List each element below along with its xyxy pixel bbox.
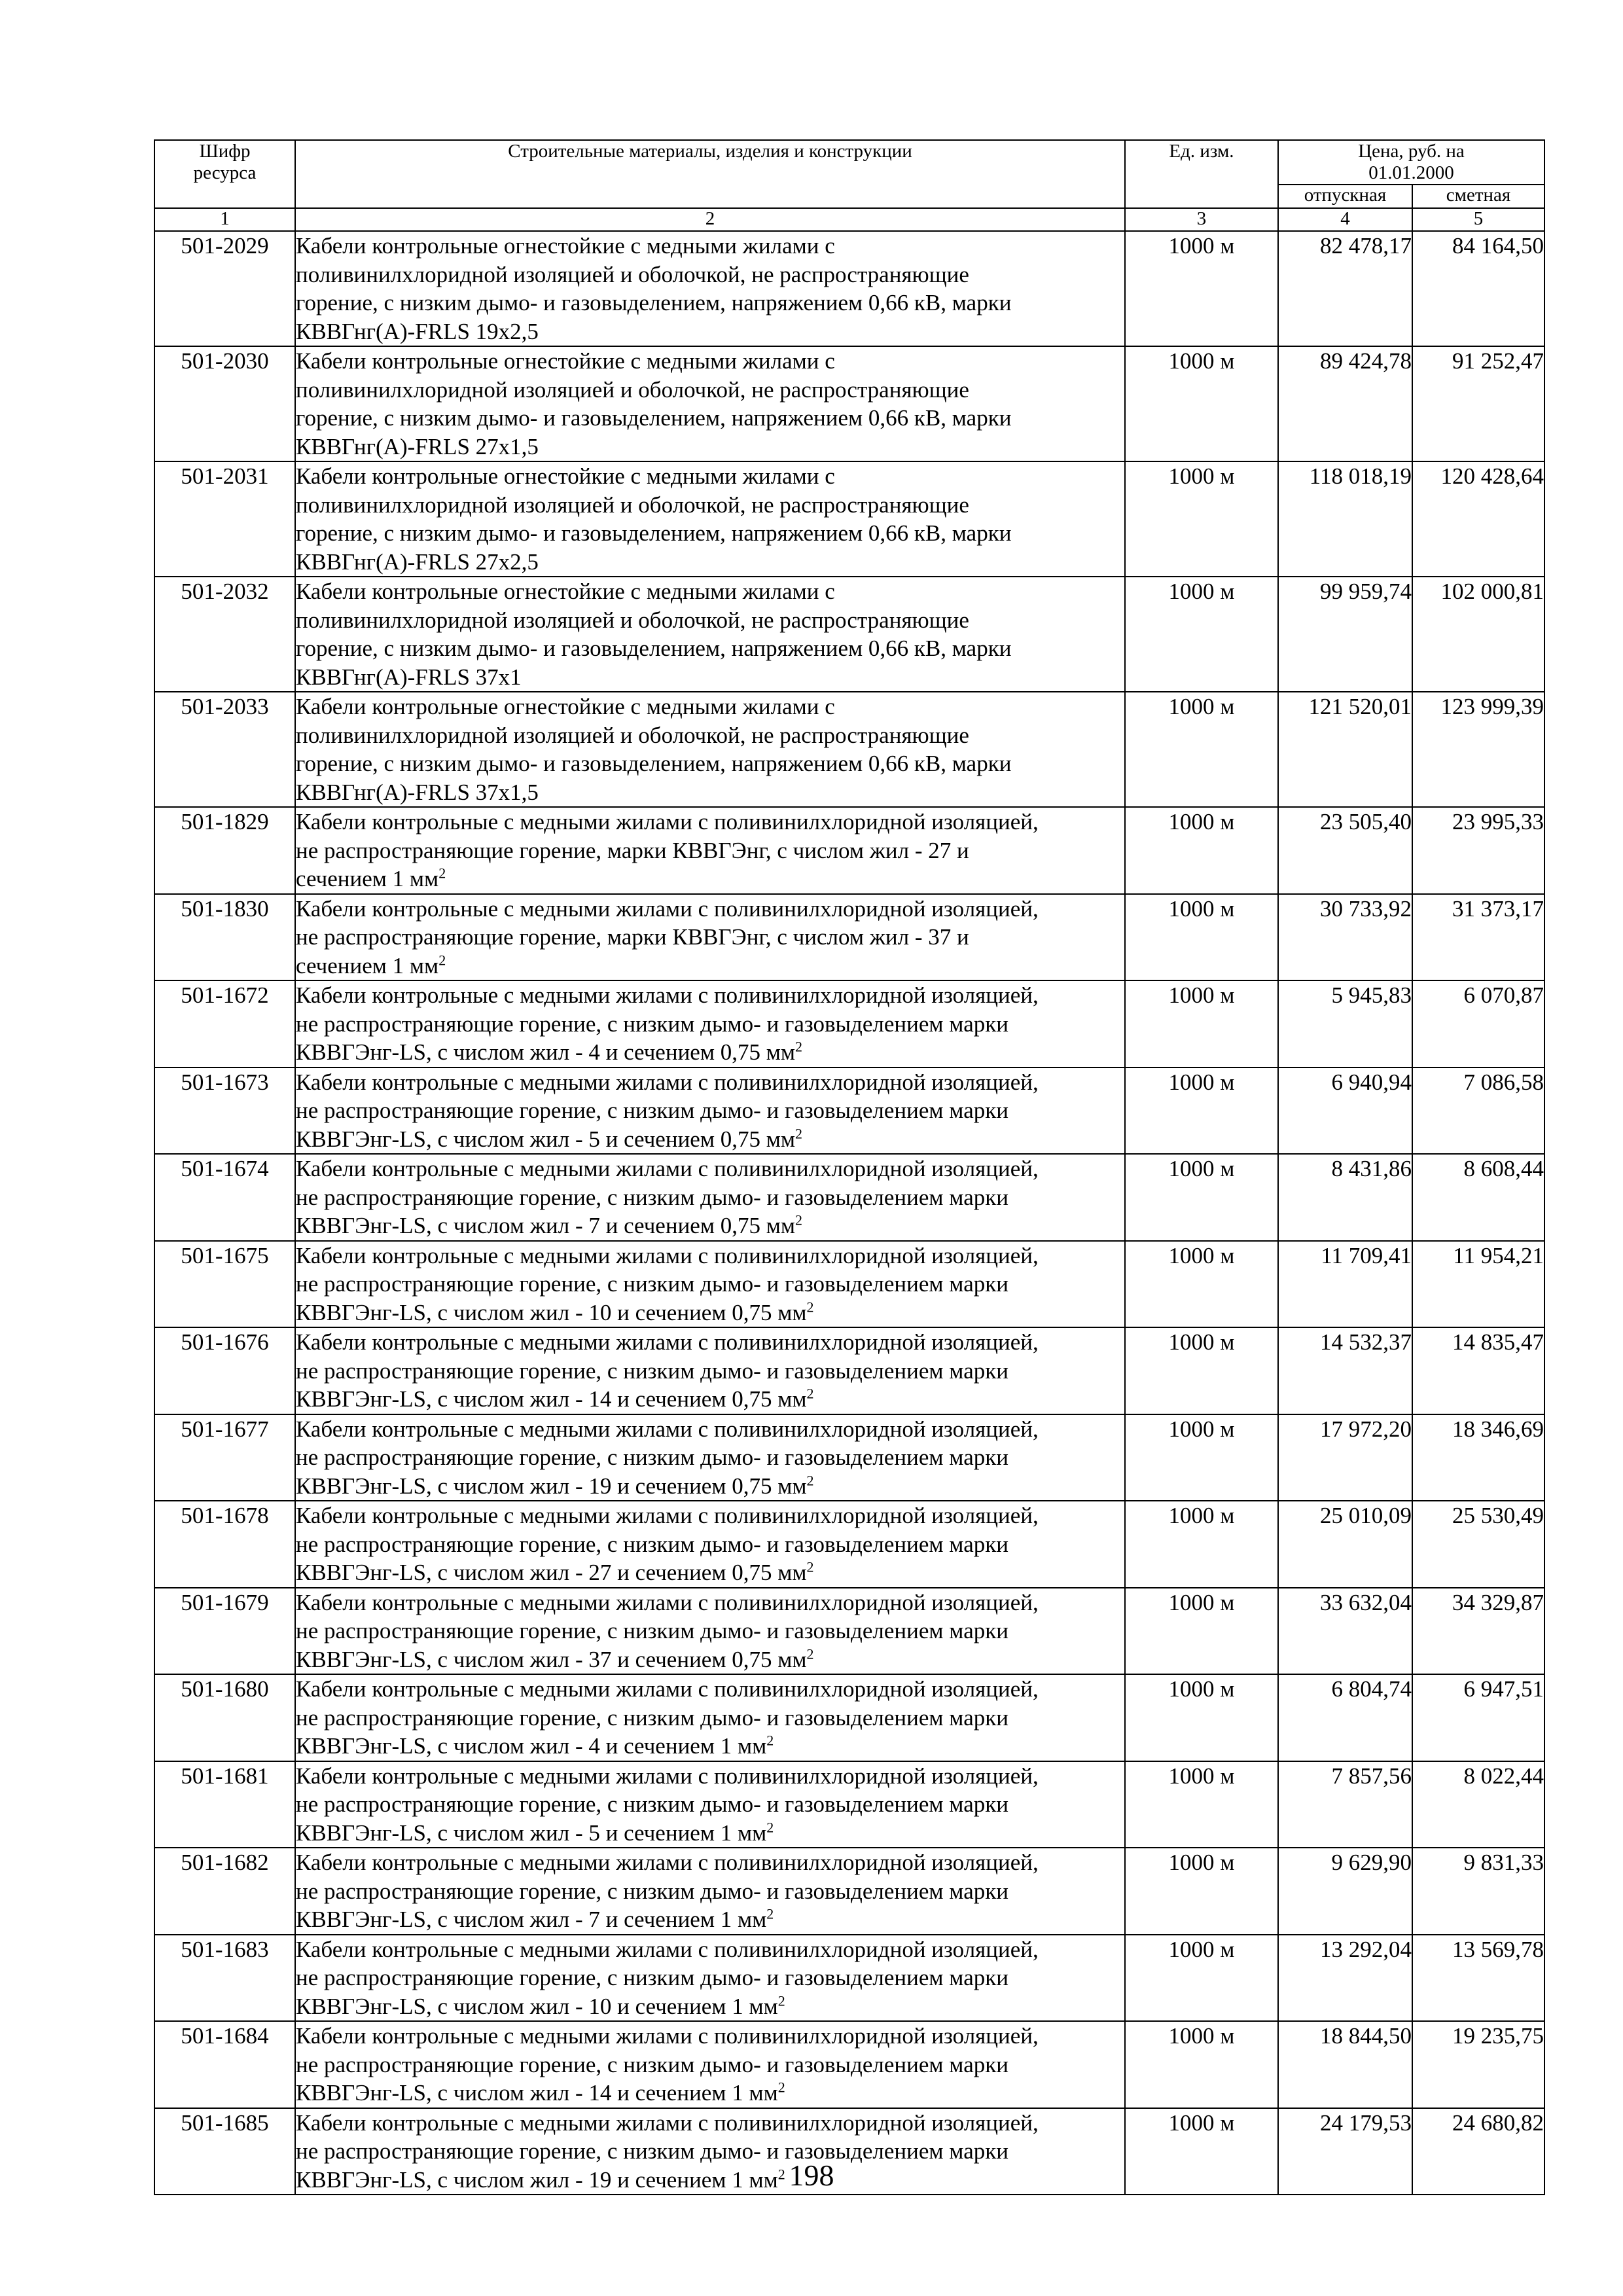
release-price: 118 018,19 [1278,461,1412,577]
description-line: сечением 1 мм [296,866,439,891]
unit-superscript: 2 [438,951,446,968]
table-row [154,980,1544,1067]
estimate-price: 6 070,87 [1412,980,1544,1067]
header-release-price: отпускная [1278,185,1412,208]
description-line: не распространяющие горение, с низким дымо- и газовыделением марки [296,1098,1008,1123]
description-line: КВВГЭнг-LS, с числом жил - 27 и сечением 0,75 мм [296,1560,807,1585]
description-line: КВВГЭнг-LS, с числом жил - 7 и сечением 0,75 мм [296,1213,796,1238]
unit-superscript: 2 [806,1645,814,1662]
material-description [295,1327,1125,1414]
material-description [295,231,1125,346]
description-line: не распространяющие горение, с низким дымо- и газовыделением марки [296,1791,1008,1817]
description-line: горение, с низким дымо- и газовыделением, напряжением 0,66 кВ, марки [296,520,1012,546]
unit-superscript: 2 [766,1905,774,1922]
description-line: поливинилхлоридной изоляцией и оболочкой, не распространяющие [296,722,969,748]
table-row [154,1327,1544,1414]
estimate-price: 9 831,33 [1412,1848,1544,1935]
header-code-line2: ресурса [193,162,257,183]
resource-code: 501-1683 [154,1935,295,2022]
resource-code: 501-1830 [154,894,295,981]
column-number-3: 3 [1125,208,1278,231]
header-price: Цена, руб. на 01.01.2000 [1278,140,1544,185]
description-line: Кабели контрольные огнестойкие с медными жилами с [296,579,835,604]
unit-of-measure: 1000 м [1125,1761,1278,1848]
column-number-4: 4 [1278,208,1412,231]
resource-code: 501-2029 [154,231,295,346]
estimate-price: 8 608,44 [1412,1154,1544,1241]
unit-of-measure: 1000 м [1125,1414,1278,1501]
unit-superscript: 2 [777,2079,785,2096]
resource-code: 501-1673 [154,1067,295,1155]
description-line: Кабели контрольные огнестойкие с медными жилами с [296,463,835,489]
description-line: Кабели контрольные с медными жилами с поливинилхлоридной изоляцией, [296,1589,1039,1615]
description-line: Кабели контрольные с медными жилами с поливинилхлоридной изоляцией, [296,1069,1039,1095]
release-price: 24 179,53 [1278,2108,1412,2195]
estimate-price: 11 954,21 [1412,1241,1544,1328]
description-line: Кабели контрольные с медными жилами с поливинилхлоридной изоляцией, [296,1503,1039,1528]
unit-of-measure: 1000 м [1125,1241,1278,1328]
resource-code: 501-1681 [154,1761,295,1848]
description-line: Кабели контрольные с медными жилами с поливинилхлоридной изоляцией, [296,2109,1039,2136]
release-price: 5 945,83 [1278,980,1412,1067]
header-unit: Ед. изм. [1125,140,1278,208]
description-line: КВВГнг(А)-FRLS 19х2,5 [296,318,539,344]
table-body [154,231,1544,2195]
resource-code: 501-1685 [154,2108,295,2195]
release-price: 82 478,17 [1278,231,1412,346]
description-line: поливинилхлоридной изоляцией и оболочкой, не распространяющие [296,261,969,287]
resource-code: 501-1675 [154,1241,295,1328]
release-price: 14 532,37 [1278,1327,1412,1414]
material-description [295,1501,1125,1588]
table-row [154,2021,1544,2108]
release-price: 30 733,92 [1278,894,1412,981]
header-code-line1: Шифр [199,141,251,162]
estimate-price: 91 252,47 [1412,346,1544,461]
description-line: не распространяющие горение, с низким дымо- и газовыделением марки [296,1011,1008,1037]
material-description [295,1674,1125,1761]
resource-code: 501-1676 [154,1327,295,1414]
description-line: КВВГЭнг-LS, с числом жил - 5 и сечением 1 мм [296,1820,767,1846]
unit-superscript: 2 [806,1298,814,1315]
column-number-1: 1 [154,208,295,231]
description-line: КВВГнг(А)-FRLS 37х1,5 [296,779,539,805]
unit-superscript: 2 [766,1818,774,1835]
resource-code: 501-1674 [154,1154,295,1241]
release-price: 25 010,09 [1278,1501,1412,1588]
unit-superscript: 2 [795,1211,803,1229]
material-description [295,1848,1125,1935]
unit-superscript: 2 [438,865,446,882]
description-line: не распространяющие горение, с низким дымо- и газовыделением марки [296,1878,1008,1904]
material-description [295,980,1125,1067]
description-line: Кабели контрольные с медными жилами с поливинилхлоридной изоляцией, [296,1156,1039,1181]
description-line: поливинилхлоридной изоляцией и оболочкой, не распространяющие [296,492,969,518]
table-row [154,231,1544,346]
description-line: не распространяющие горение, марки КВВГЭнг, с числом жил - 37 и [296,924,969,950]
description-line: КВВГЭнг-LS, с числом жил - 19 и сечением 1 мм [296,2166,778,2193]
description-line: не распространяющие горение, с низким дымо- и газовыделением марки [296,1965,1008,1990]
material-description [295,1067,1125,1155]
table-row [154,1761,1544,1848]
description-line: КВВГнг(А)-FRLS 27х2,5 [296,548,539,575]
estimate-price: 18 346,69 [1412,1414,1544,1501]
table-row [154,1241,1544,1328]
unit-of-measure: 1000 м [1125,1674,1278,1761]
description-line: горение, с низким дымо- и газовыделением, напряжением 0,66 кВ, марки [296,405,1012,431]
description-line: Кабели контрольные с медными жилами с поливинилхлоридной изоляцией, [296,2023,1039,2049]
description-line: Кабели контрольные огнестойкие с медными жилами с [296,694,835,719]
header-materials: Строительные материалы, изделия и конструкции [295,140,1125,208]
description-line: поливинилхлоридной изоляцией и оболочкой, не распространяющие [296,376,969,403]
unit-of-measure: 1000 м [1125,807,1278,894]
unit-of-measure: 1000 м [1125,346,1278,461]
release-price: 13 292,04 [1278,1935,1412,2022]
material-description [295,1935,1125,2022]
unit-superscript: 2 [795,1124,803,1141]
material-description [295,692,1125,807]
release-price: 33 632,04 [1278,1588,1412,1675]
header-code [154,140,295,208]
estimate-price: 31 373,17 [1412,894,1544,981]
resource-code: 501-1682 [154,1848,295,1935]
unit-superscript: 2 [806,1385,814,1402]
unit-superscript: 2 [777,1992,785,2009]
release-price: 23 505,40 [1278,807,1412,894]
estimate-price: 14 835,47 [1412,1327,1544,1414]
description-line: не распространяющие горение, с низким дымо- и газовыделением марки [296,2051,1008,2077]
description-line: горение, с низким дымо- и газовыделением, напряжением 0,66 кВ, марки [296,636,1012,661]
table-row [154,692,1544,807]
estimate-price: 6 947,51 [1412,1674,1544,1761]
description-line: Кабели контрольные с медными жилами с поливинилхлоридной изоляцией, [296,1850,1039,1875]
description-line: горение, с низким дымо- и газовыделением, напряжением 0,66 кВ, марки [296,290,1012,315]
unit-of-measure: 1000 м [1125,1154,1278,1241]
release-price: 6 804,74 [1278,1674,1412,1761]
release-price: 8 431,86 [1278,1154,1412,1241]
description-line: не распространяющие горение, с низким дымо- и газовыделением марки [296,2138,1008,2164]
material-description [295,894,1125,981]
estimate-price: 123 999,39 [1412,692,1544,807]
table-row [154,1588,1544,1675]
table-row [154,894,1544,981]
description-line: КВВГнг(А)-FRLS 27х1,5 [296,433,539,459]
resource-code: 501-1678 [154,1501,295,1588]
estimate-price: 24 680,82 [1412,2108,1544,2195]
resource-code: 501-2030 [154,346,295,461]
material-description [295,461,1125,577]
description-line: КВВГЭнг-LS, с числом жил - 14 и сечением 0,75 мм [296,1386,807,1412]
unit-superscript: 2 [795,1038,803,1055]
table-row [154,1674,1544,1761]
table-row [154,1154,1544,1241]
material-description [295,1414,1125,1501]
material-description [295,1588,1125,1675]
description-line: не распространяющие горение, с низким дымо- и газовыделением марки [296,1531,1008,1557]
resource-code: 501-1684 [154,2021,295,2108]
estimate-price: 84 164,50 [1412,231,1544,346]
unit-superscript: 2 [766,1732,774,1749]
description-line: горение, с низким дымо- и газовыделением, напряжением 0,66 кВ, марки [296,751,1012,776]
resource-code: 501-2033 [154,692,295,807]
release-price: 6 940,94 [1278,1067,1412,1155]
resource-code: 501-1829 [154,807,295,894]
material-description [295,1154,1125,1241]
description-line: не распространяющие горение, с низким дымо- и газовыделением марки [296,1618,1008,1643]
resource-code: 501-1677 [154,1414,295,1501]
resource-code: 501-1680 [154,1674,295,1761]
release-price: 89 424,78 [1278,346,1412,461]
table-row [154,1414,1544,1501]
estimate-price: 23 995,33 [1412,807,1544,894]
column-number-5: 5 [1412,208,1544,231]
description-line: Кабели контрольные с медными жилами с поливинилхлоридной изоляцией, [296,1329,1039,1355]
description-line: поливинилхлоридной изоляцией и оболочкой, не распространяющие [296,607,969,633]
unit-of-measure: 1000 м [1125,1501,1278,1588]
unit-of-measure: 1000 м [1125,2108,1278,2195]
table-header [154,140,1544,231]
material-description [295,1761,1125,1848]
unit-superscript: 2 [777,2165,785,2182]
estimate-price: 19 235,75 [1412,2021,1544,2108]
description-line: сечением 1 мм [296,952,439,978]
estimate-price: 13 569,78 [1412,1935,1544,2022]
description-line: Кабели контрольные огнестойкие с медными жилами с [296,233,835,259]
description-line: КВВГЭнг-LS, с числом жил - 4 и сечением 0,75 мм [296,1039,796,1065]
release-price: 18 844,50 [1278,2021,1412,2108]
unit-of-measure: 1000 м [1125,1848,1278,1935]
unit-of-measure: 1000 м [1125,894,1278,981]
unit-superscript: 2 [806,1471,814,1488]
release-price: 9 629,90 [1278,1848,1412,1935]
release-price: 121 520,01 [1278,692,1412,807]
table-row [154,346,1544,461]
description-line: не распространяющие горение, с низким дымо- и газовыделением марки [296,1357,1008,1384]
description-line: КВВГЭнг-LS, с числом жил - 10 и сечением 0,75 мм [296,1299,807,1325]
table-row [154,1067,1544,1155]
resource-code: 501-1672 [154,980,295,1067]
description-line: Кабели контрольные с медными жилами с поливинилхлоридной изоляцией, [296,982,1039,1008]
table-row [154,1501,1544,1588]
resource-code: 501-1679 [154,1588,295,1675]
estimate-price: 102 000,81 [1412,577,1544,692]
estimate-price: 120 428,64 [1412,461,1544,577]
material-description [295,807,1125,894]
column-number-2: 2 [295,208,1125,231]
description-line: Кабели контрольные с медными жилами с поливинилхлоридной изоляцией, [296,1416,1039,1442]
description-line: КВВГЭнг-LS, с числом жил - 10 и сечением 1 мм [296,1993,778,2019]
material-description [295,1241,1125,1328]
description-line: Кабели контрольные с медными жилами с поливинилхлоридной изоляцией, [296,1936,1039,1962]
unit-of-measure: 1000 м [1125,692,1278,807]
description-line: КВВГЭнг-LS, с числом жил - 19 и сечением 0,75 мм [296,1473,807,1499]
table-row [154,1848,1544,1935]
release-price: 99 959,74 [1278,577,1412,692]
description-line: Кабели контрольные с медными жилами с поливинилхлоридной изоляцией, [296,1763,1039,1789]
unit-of-measure: 1000 м [1125,1067,1278,1155]
unit-of-measure: 1000 м [1125,461,1278,577]
description-line: КВВГнг(А)-FRLS 37х1 [296,664,522,690]
unit-of-measure: 1000 м [1125,2021,1278,2108]
description-line: не распространяющие горение, марки КВВГЭнг, с числом жил - 27 и [296,837,969,863]
description-line: Кабели контрольные с медными жилами с поливинилхлоридной изоляцией, [296,1242,1039,1268]
table-row [154,807,1544,894]
description-line: КВВГЭнг-LS, с числом жил - 4 и сечением 1 мм [296,1733,767,1759]
description-line: КВВГЭнг-LS, с числом жил - 14 и сечением 1 мм [296,2080,778,2106]
description-line: не распространяющие горение, с низким дымо- и газовыделением марки [296,1704,1008,1731]
release-price: 17 972,20 [1278,1414,1412,1501]
unit-of-measure: 1000 м [1125,231,1278,346]
release-price: 11 709,41 [1278,1241,1412,1328]
estimate-price: 34 329,87 [1412,1588,1544,1675]
description-line: Кабели контрольные с медными жилами с поливинилхлоридной изоляцией, [296,809,1039,834]
description-line: не распространяющие горение, с низким дымо- и газовыделением марки [296,1444,1008,1470]
description-line: не распространяющие горение, с низким дымо- и газовыделением марки [296,1271,1008,1297]
release-price: 7 857,56 [1278,1761,1412,1848]
description-line: не распространяющие горение, с низким дымо- и газовыделением марки [296,1184,1008,1210]
resource-code: 501-2032 [154,577,295,692]
unit-of-measure: 1000 м [1125,1935,1278,2022]
unit-of-measure: 1000 м [1125,577,1278,692]
estimate-price: 25 530,49 [1412,1501,1544,1588]
page-number: 198 [789,2159,834,2192]
description-line: Кабели контрольные с медными жилами с поливинилхлоридной изоляцией, [296,1676,1039,1702]
unit-of-measure: 1000 м [1125,1588,1278,1675]
description-line: Кабели контрольные огнестойкие с медными жилами с [296,348,835,374]
unit-of-measure: 1000 м [1125,980,1278,1067]
table-row [154,461,1544,577]
description-line: КВВГЭнг-LS, с числом жил - 37 и сечением 0,75 мм [296,1646,807,1672]
material-description [295,2021,1125,2108]
description-line: КВВГЭнг-LS, с числом жил - 5 и сечением 0,75 мм [296,1126,796,1152]
material-description [295,346,1125,461]
estimate-price: 8 022,44 [1412,1761,1544,1848]
price-table [154,139,1545,2195]
header-estimate-price: сметная [1412,185,1544,208]
unit-of-measure: 1000 м [1125,1327,1278,1414]
table-row [154,1935,1544,2022]
description-line: КВВГЭнг-LS, с числом жил - 7 и сечением 1 мм [296,1907,767,1932]
material-description [295,577,1125,692]
description-line: Кабели контрольные с медными жилами с поливинилхлоридной изоляцией, [296,895,1039,922]
resource-code: 501-2031 [154,461,295,577]
estimate-price: 7 086,58 [1412,1067,1544,1155]
unit-superscript: 2 [806,1558,814,1575]
table-row [154,577,1544,692]
